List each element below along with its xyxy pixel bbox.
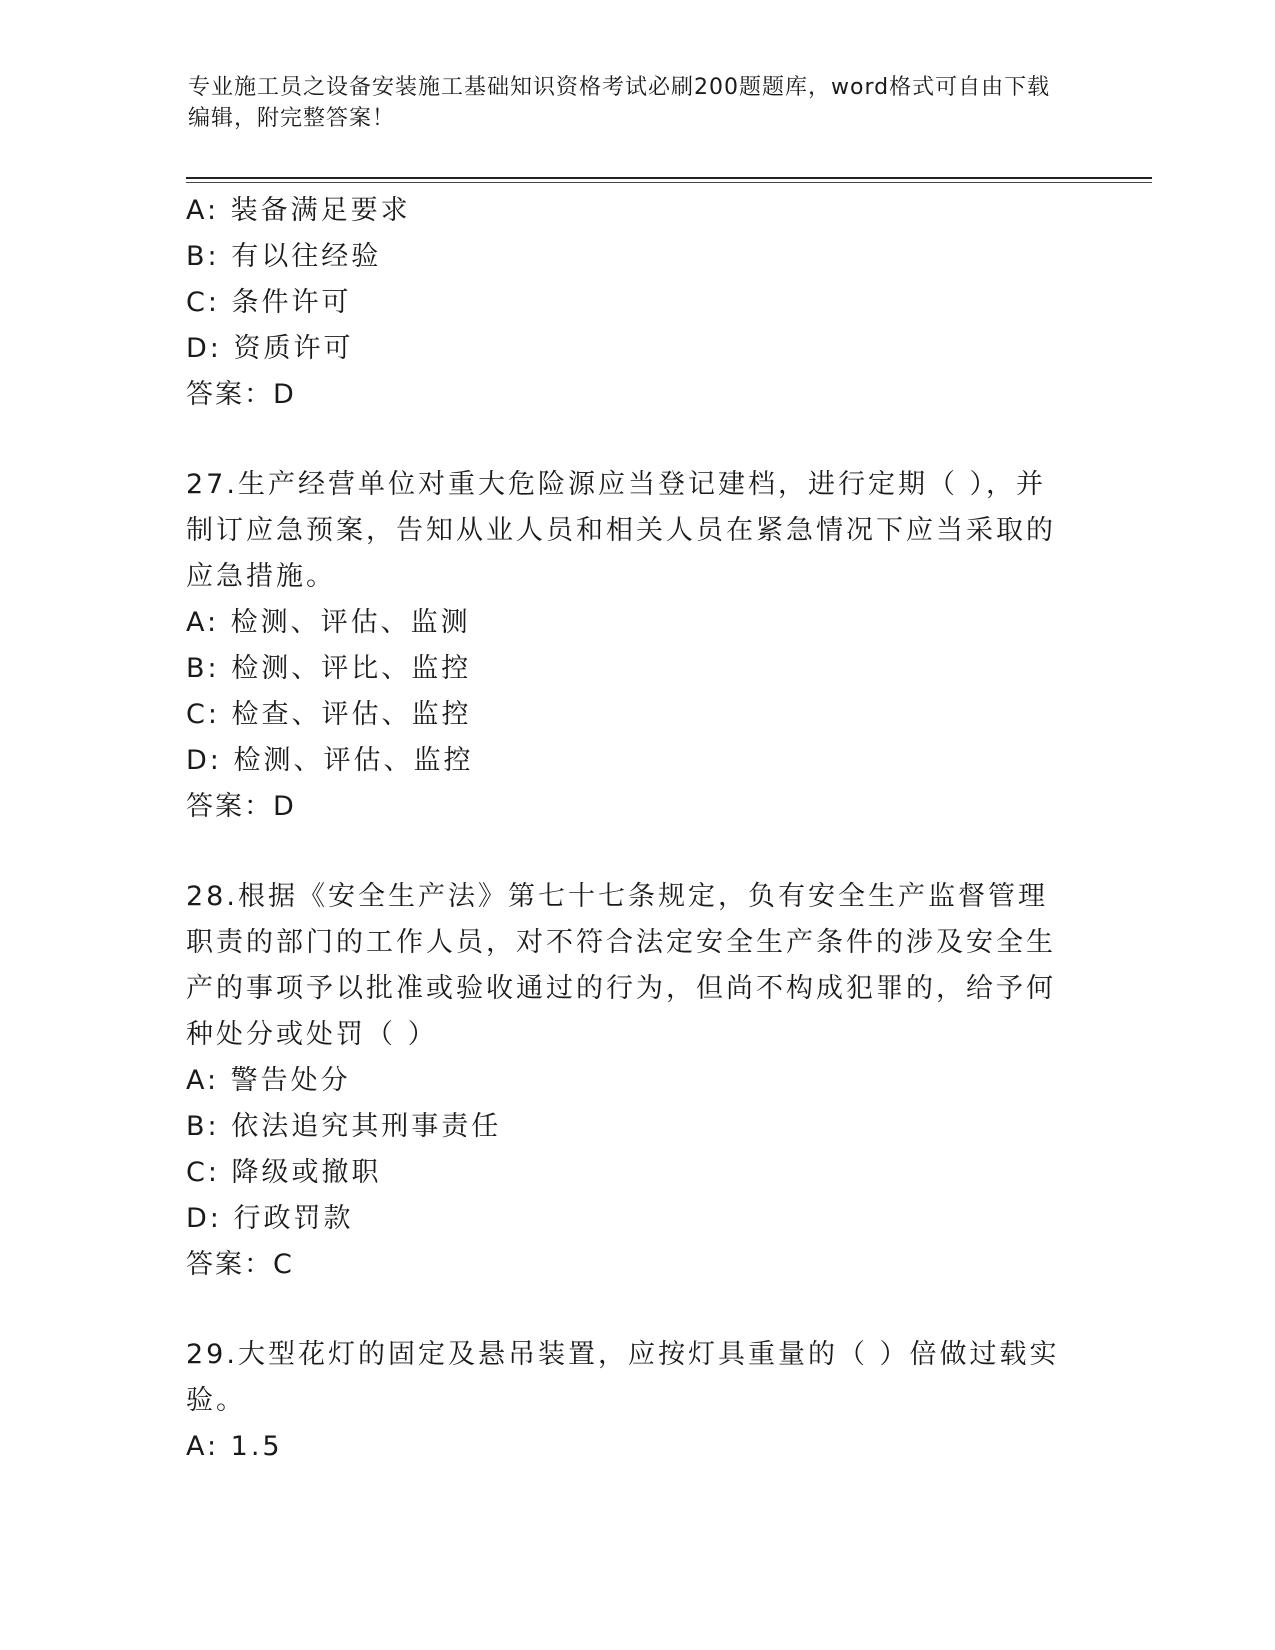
option-a: A: 装备满足要求 (186, 195, 411, 226)
question-block-28 (186, 874, 1066, 1288)
option-d: D: 资质许可 (186, 333, 354, 364)
option-b: B: 依法追究其刑事责任 (186, 1111, 502, 1142)
option-b: B: 检测、评比、监控 (186, 653, 472, 684)
option-c: C: 降级或撤职 (186, 1157, 382, 1188)
answer-label: 答案：D (186, 791, 296, 822)
option-c: C: 检查、评估、监控 (186, 699, 472, 730)
option-c: C: 条件许可 (186, 287, 352, 318)
header-rule-thick (186, 177, 1152, 179)
spacer (186, 418, 1066, 462)
question-text: 28.根据《安全生产法》第七十七条规定，负有安全生产监督管理职责的部门的工作人员，对不符合法定安全生产条件的涉及安全生产的事项予以批准或验收通过的行为，但尚不构成犯罪的，给予何种处分或处罚（ ） (186, 881, 1056, 1050)
answer-label: 答案：D (186, 379, 296, 410)
spacer (186, 1288, 1066, 1332)
option-a: A: 1.5 (186, 1431, 283, 1462)
document-header: 专业施工员之设备安装施工基础知识资格考试必刷200题题库，word格式可自由下载编辑，附完整答案！ (188, 75, 1051, 131)
spacer (186, 830, 1066, 874)
question-block-27 (186, 462, 1066, 830)
question-block-29 (186, 1332, 1066, 1470)
question-text: 27.生产经营单位对重大危险源应当登记建档，进行定期（ ），并制订应急预案，告知从业人员和相关人员在紧急情况下应当采取的应急措施。 (186, 469, 1056, 592)
option-a: A: 警告处分 (186, 1065, 351, 1096)
option-a: A: 检测、评估、监测 (186, 607, 471, 638)
header-rule-thin (186, 182, 1152, 183)
option-b: B: 有以往经验 (186, 241, 382, 272)
question-block-26 (186, 188, 1066, 418)
answer-label: 答案：C (186, 1249, 294, 1280)
option-d: D: 行政罚款 (186, 1203, 354, 1234)
question-text: 29.大型花灯的固定及悬吊装置，应按灯具重量的（ ）倍做过载实验。 (186, 1339, 1060, 1416)
question-list (186, 188, 1066, 1470)
option-d: D: 检测、评估、监控 (186, 745, 474, 776)
